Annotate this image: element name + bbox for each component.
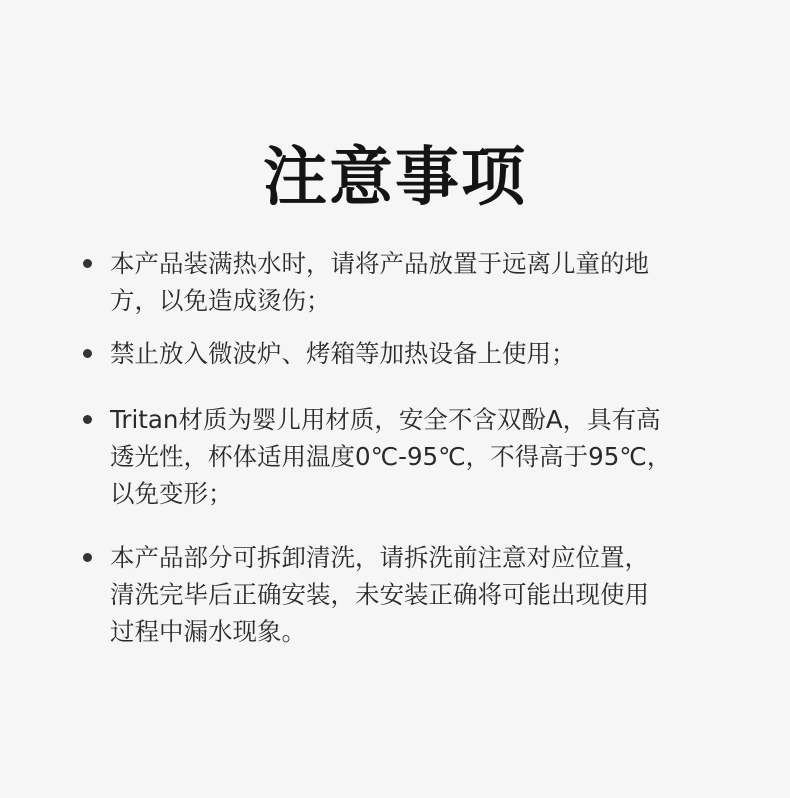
list-item	[110, 539, 710, 650]
note-line: Tritan材质为婴儿用材质，安全不含双酚A，具有高	[110, 405, 661, 434]
note-line: 方，以免造成烫伤；	[110, 286, 331, 315]
list-item	[110, 335, 710, 372]
note-line: 本产品装满热水时，请将产品放置于远离儿童的地	[110, 249, 649, 278]
note-line: 透光性，杯体适用温度0℃-95℃，不得高于95℃，	[110, 442, 672, 471]
note-line: 清洗完毕后正确安装，未安装正确将可能出现使用	[110, 580, 649, 609]
bullet-icon	[83, 415, 92, 424]
bullet-icon	[83, 349, 92, 358]
note-line: 禁止放入微波炉、烤箱等加热设备上使用；	[110, 339, 576, 368]
note-line: 以免变形；	[110, 479, 233, 508]
note-line: 过程中漏水现象。	[110, 617, 306, 646]
list-item	[110, 401, 710, 512]
page-title: 注意事项	[263, 140, 527, 215]
note-line: 本产品部分可拆卸清洗，请拆洗前注意对应位置，	[110, 543, 649, 572]
list-item	[110, 245, 710, 319]
bullet-icon	[83, 259, 92, 268]
bullet-icon	[83, 553, 92, 562]
